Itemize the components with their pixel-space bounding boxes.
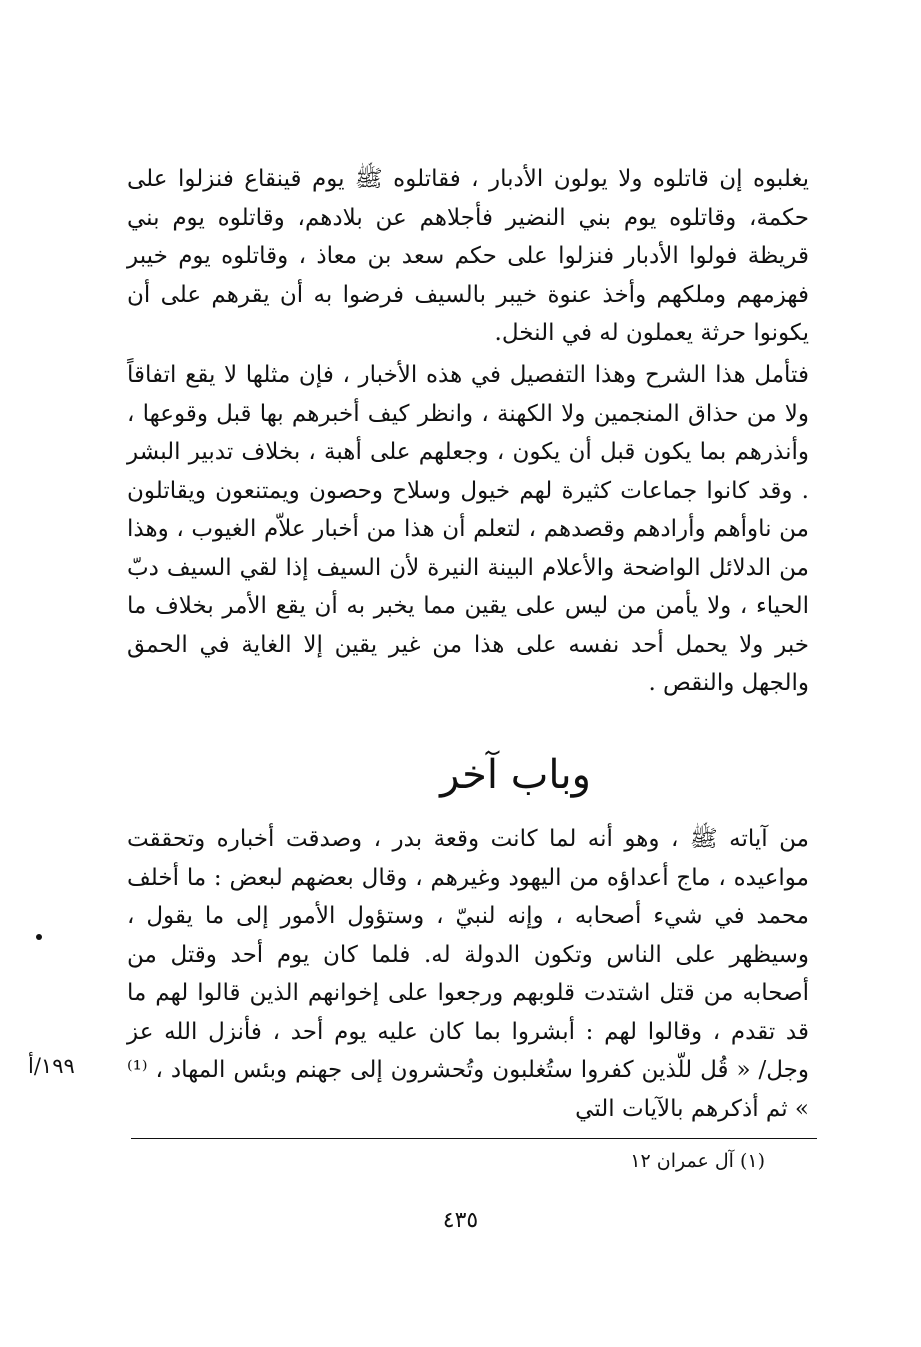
section-heading: وباب آخر [440,752,591,798]
paragraph-3 [127,820,809,1128]
paragraph-2 [127,356,809,703]
paragraph-3-text: من آياته ﷺ ، وهو أنه لما كانت وقعة بدر ، وصدقت أخباره وتحققت مواعيده ، ماج أعداؤه من اليهود وغيرهم ، وقال بعضهم لبعض : ما أخلف محمد في شيء أصحابه ، وإنه لنبيّ ، وستؤول الأمور إلى ما يقول ، وسيظهر على الناس وتكون الدولة له. فلما كان يوم أحد وقتل من أصحابه من قتل اشتدت قلوبهم ورجعوا على إخوانهم الذين قالوا لهم ما قد تقدم ، وقالوا لهم : أبشروا بما كان عليه يوم أحد ، فأنزل الله عز وجل/ « قُل للّذين كفروا ستُغلبون وتُحشرون إلى جهنم وبئس المهاد ، ⁽¹⁾ » ثم أذكرهم بالآيات التي [127,826,809,1122]
footnote: (١) آل عمران ١٢ [630,1150,765,1172]
page-number: ٤٣٥ [442,1208,479,1233]
paragraph-1 [127,160,809,353]
paragraph-1-text: يغلبوه إن قاتلوه ولا يولون الأدبار ، فقاتلوه ﷺ يوم قينقاع فنزلوا على حكمة، وقاتلوه يوم بني النضير فأجلاهم عن بلادهم، وقاتلوه يوم بني قريظة فولوا الأدبار فنزلوا على حكم سعد بن معاذ ، وقاتلوه يوم خيبر فهزمهم وملكهم وأخذ عنوة خيبر بالسيف فرضوا به أن يقرهم على أن يكونوا حرثة يعملون له في النخل. [127,166,809,346]
manuscript-folio-reference: ١٩٩/أ [28,1054,75,1078]
paragraph-2-text: فتأمل هذا الشرح وهذا التفصيل في هذه الأخبار ، فإن مثلها لا يقع اتفاقاً ولا من حذاق المنجمين ولا الكهنة ، وانظر كيف أخبرهم بها قبل وقوعها ، وأنذرهم بما يكون قبل أن يكون ، وجعلهم على أهبة ، بخلاف تدبير البشر . وقد كانوا جماعات كثيرة لهم خيول وسلاح وحصون ويمتنعون ويقاتلون من ناوأهم وأرادهم وقصدهم ، لتعلم أن هذا من أخبار علاّم الغيوب ، وهذا من الدلائل الواضحة والأعلام البينة النيرة لأن السيف إذا لقي السيف دبّ الحياء ، ولا يأمن من ليس على يقين مما يخبر به أن يقع الأمر بخلاف ما خبر ولا يحمل أحد نفسه على هذا من غير يقين إلا الغاية في الحمق والجهل والنقص . [127,362,809,696]
margin-dot-mark [36,934,42,940]
footnote-separator-line [131,1138,817,1139]
